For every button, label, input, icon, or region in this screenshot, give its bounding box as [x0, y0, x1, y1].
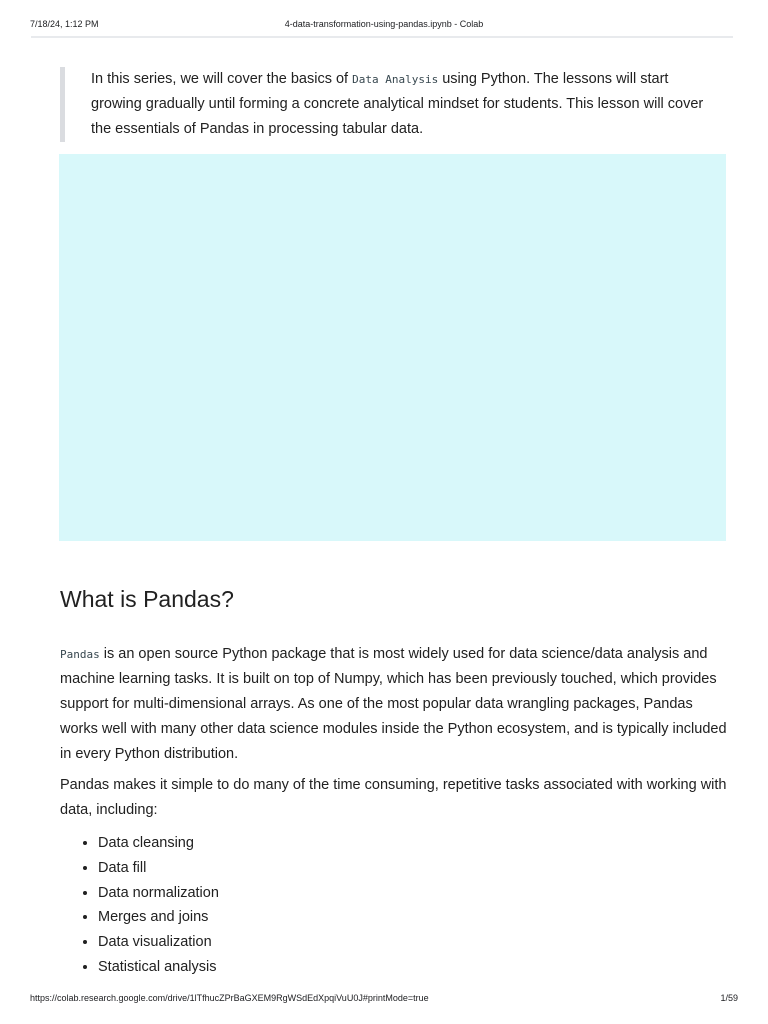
page-number: 1/59 [720, 993, 738, 1003]
print-datetime: 7/18/24, 1:12 PM [30, 19, 99, 29]
header-divider [31, 36, 733, 38]
intro-text-before: In this series, we will cover the basics of [91, 71, 353, 87]
list-item: • Data normalization [98, 881, 219, 906]
pandas-code: Pandas [60, 648, 100, 661]
pandas-description-paragraph [60, 642, 728, 767]
list-item: • Statistical analysis [98, 955, 219, 980]
print-footer [0, 993, 768, 1007]
feature-list [60, 831, 219, 980]
section-heading: What is Pandas? [60, 586, 234, 612]
intro-text-after: using Python. The lessons will start growing gradually until forming a concrete analytical mindset for students. This lesson will cover the essentials of Pandas in processing tabular data. [91, 71, 704, 137]
list-item: • Data fill [98, 856, 219, 881]
pandas-tasks-paragraph: Pandas makes it simple to do many of the time consuming, repetitive tasks associated with working with data, including: [60, 777, 727, 818]
banner-image [59, 154, 726, 541]
pandas-description-text: is an open source Python package that is most widely used for data science/data analysis and machine learning tasks. It is built on top of Numpy, which has been previously touched, which provides support for multi-dimensional arrays. As one of the most popular data wrangling packages, Pandas works well with many other data science modules inside the Python ecosystem, and is typically included in every Python distribution. [60, 646, 727, 762]
print-header [0, 19, 768, 33]
list-item: • Data visualization [98, 930, 219, 955]
print-page-title: 4-data-transformation-using-pandas.ipynb - Colab [284, 19, 484, 29]
list-item: • Merges and joins [98, 905, 219, 930]
print-url: https://colab.research.google.com/drive/1lTfhucZPrBaGXEM9RgWSdEdXpqiVuU0J#printMode=true [30, 993, 429, 1003]
list-item: • Data cleansing [98, 831, 219, 856]
intro-blockquote [60, 67, 711, 142]
intro-code-data-analysis: Data Analysis [352, 73, 439, 86]
